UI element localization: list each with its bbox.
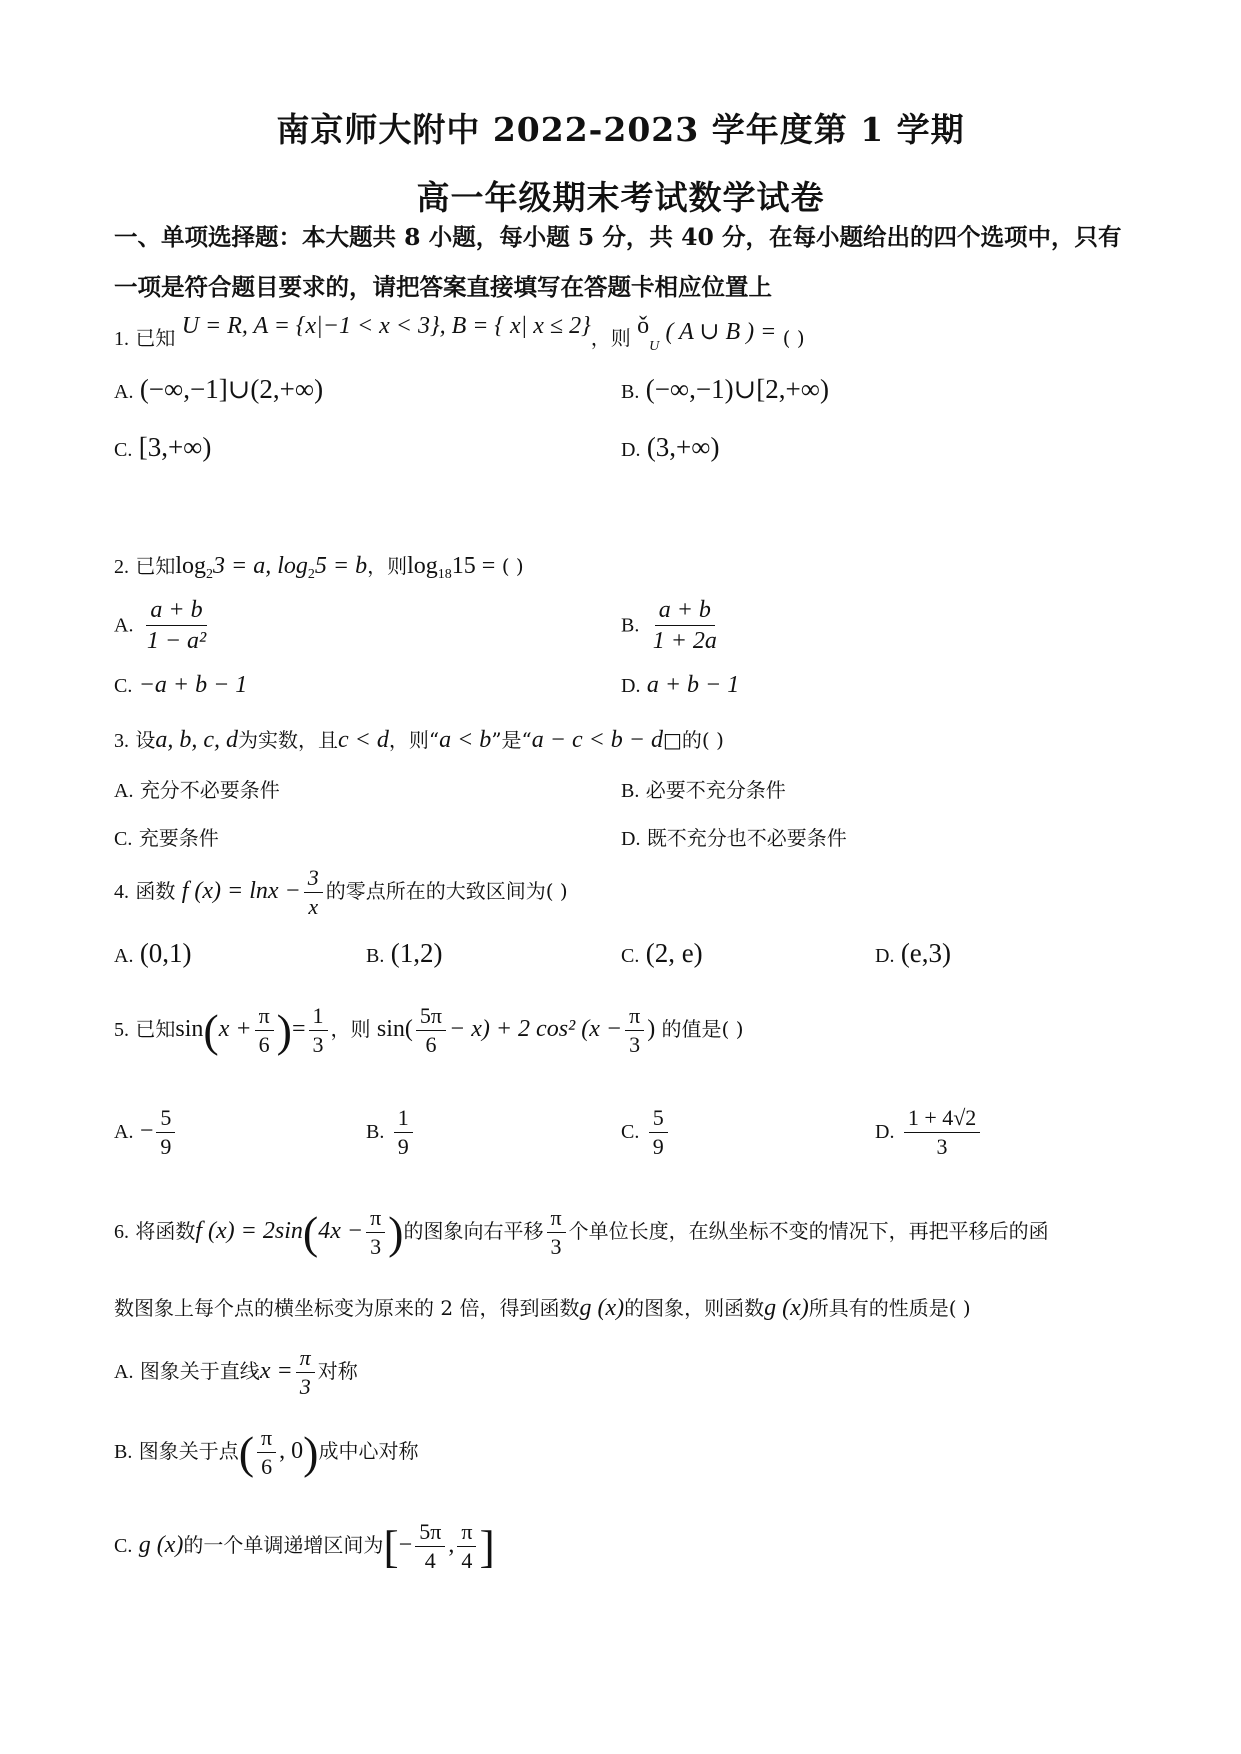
option-d	[621, 432, 720, 463]
fraction	[156, 1106, 175, 1159]
math-expression: ( A ∪ B ) =	[665, 319, 777, 345]
option-a	[114, 1346, 358, 1399]
fraction-numerator: 1 + 4√2	[904, 1106, 980, 1133]
question-number: 2.	[114, 556, 129, 578]
right-paren: )	[388, 1207, 404, 1259]
answer-paren: ( )	[501, 554, 524, 578]
question-text: □的( )	[663, 728, 724, 752]
right-paren: )	[276, 1005, 292, 1057]
math-expression: =	[292, 1016, 306, 1043]
fraction-denominator: 1 + 2a	[652, 628, 717, 655]
math-expression: g (x)	[138, 1532, 184, 1559]
option-text: 对称	[317, 1359, 358, 1384]
fraction-numerator: a + b	[655, 597, 715, 626]
option-label: C.	[114, 1535, 133, 1558]
question-number: 1.	[114, 328, 129, 350]
math-expression: g (x)	[764, 1295, 809, 1321]
fraction	[309, 1004, 328, 1057]
question-2	[114, 550, 524, 583]
question-number: 5.	[114, 1019, 129, 1042]
fraction-numerator: 5π	[415, 1520, 445, 1547]
math-expression: 5 = b	[314, 553, 368, 579]
fraction	[416, 1004, 446, 1057]
option-c	[621, 938, 703, 969]
fraction-denominator: 3	[370, 1234, 382, 1260]
fraction	[904, 1106, 980, 1159]
fraction	[625, 1004, 644, 1057]
option-c	[114, 822, 219, 851]
complement-symbol: ǒ	[637, 313, 650, 339]
fraction-denominator: 6	[425, 1032, 437, 1058]
option-label: D.	[621, 439, 641, 461]
option-label: D.	[621, 828, 641, 850]
option-b	[621, 774, 786, 803]
option-value: a + b − 1	[646, 672, 740, 698]
question-text: 已知	[135, 554, 176, 578]
fraction	[415, 1520, 445, 1573]
option-label: B.	[621, 780, 640, 802]
question-text: 已知	[135, 326, 176, 350]
math-expression: log	[407, 553, 438, 579]
fraction-numerator: π	[257, 1426, 276, 1453]
fraction-numerator: π	[457, 1520, 476, 1547]
math-subscript: U	[649, 339, 660, 354]
question-text: 为实数，且	[238, 728, 339, 752]
fraction	[649, 1106, 668, 1159]
question-number: 4.	[114, 881, 129, 904]
option-label: A.	[114, 381, 134, 403]
fraction-numerator: 1	[394, 1106, 413, 1133]
fraction	[649, 597, 721, 655]
question-text: 的图象，则函数	[624, 1296, 765, 1320]
fraction-denominator: 9	[652, 1134, 664, 1160]
option-value: (0,1)	[139, 938, 192, 968]
option-label: C.	[114, 439, 133, 461]
left-paren: (	[302, 1207, 319, 1259]
fraction-denominator: 3	[629, 1032, 641, 1058]
option-c	[114, 672, 247, 699]
option-c	[621, 1106, 671, 1159]
option-d	[875, 938, 951, 969]
option-a	[114, 597, 213, 655]
fraction-denominator: 1 − a²	[146, 628, 207, 655]
math-subscript: 2	[206, 567, 214, 582]
option-c	[114, 432, 211, 463]
fraction-denominator: 9	[160, 1134, 172, 1160]
math-subscript: 2	[307, 567, 315, 582]
question-text: ，则	[367, 554, 408, 578]
question-text: 函数	[135, 879, 176, 904]
math-expression: ,	[448, 1532, 455, 1559]
option-label: D.	[875, 1121, 895, 1144]
fraction	[547, 1206, 566, 1259]
fraction-denominator: 3	[550, 1234, 562, 1260]
question-4	[114, 866, 568, 919]
fraction-numerator: a + b	[146, 597, 206, 626]
math-expression: )	[647, 1016, 656, 1043]
option-label: D.	[621, 675, 641, 697]
option-d	[621, 822, 847, 851]
fraction-numerator: π	[625, 1004, 644, 1031]
option-label: A.	[114, 614, 134, 637]
option-label: B.	[621, 614, 640, 637]
fraction-denominator: 9	[397, 1134, 409, 1160]
fraction-numerator: 1	[309, 1004, 328, 1031]
option-label: A.	[114, 780, 134, 802]
question-number: 6.	[114, 1221, 129, 1244]
math-subscript: 18	[437, 567, 452, 582]
exam-title-name: 高一年级期末考试数学试卷	[416, 178, 825, 217]
option-a	[114, 938, 192, 969]
question-6-line2	[114, 1292, 971, 1322]
question-number: 3.	[114, 730, 129, 752]
option-text: 的一个单调递增区间为	[183, 1533, 384, 1558]
option-text: 图象关于点	[138, 1439, 239, 1464]
question-text: 个单位长度，在纵坐标不变的情况下，再把平移后的函	[568, 1219, 1049, 1244]
math-expression: g (x)	[579, 1295, 625, 1321]
fraction	[143, 597, 210, 655]
math-expression: c < d	[338, 727, 389, 753]
option-value: (1,2)	[390, 938, 443, 968]
option-b	[621, 597, 724, 655]
option-value: (e,3)	[900, 938, 952, 968]
option-label: C.	[621, 945, 640, 967]
question-text: ，则	[330, 1017, 371, 1042]
option-value: 充分不必要条件	[139, 778, 280, 802]
option-value: 充要条件	[138, 826, 219, 850]
math-expression: , 0	[279, 1438, 304, 1465]
section-heading-line1: 一、单项选择题：本大题共 8 小题，每小题 5 分，共 40 分，在每小题给出的四个选项中，只有	[114, 223, 1122, 251]
option-value: (−∞,−1)∪[2,+∞)	[645, 374, 829, 404]
question-6	[114, 1206, 1049, 1259]
math-expression: − x) + 2 cos² (x −	[449, 1016, 623, 1043]
question-text: 设	[135, 728, 156, 752]
option-b	[114, 1426, 418, 1479]
fraction	[394, 1106, 413, 1159]
fraction-denominator: 6	[258, 1032, 270, 1058]
math-expression: x =	[259, 1358, 293, 1385]
option-a	[114, 1106, 178, 1159]
fraction-denominator: 4	[461, 1548, 473, 1574]
minus-sign: −	[139, 1118, 154, 1145]
math-expression: 3 = a, log	[213, 553, 308, 579]
option-label: C.	[621, 1121, 640, 1144]
fraction-numerator: 3	[304, 866, 323, 893]
option-value: −a + b − 1	[138, 672, 248, 698]
option-value: [3,+∞)	[138, 432, 212, 462]
fraction-denominator: x	[308, 894, 319, 920]
option-d	[875, 1106, 983, 1159]
question-text: 的零点所在的大致区间为( )	[325, 879, 568, 904]
question-1	[114, 313, 805, 355]
left-paren: (	[203, 1005, 219, 1057]
option-label: A.	[114, 1121, 134, 1144]
right-bracket: ]	[479, 1521, 495, 1573]
option-text: 成中心对称	[318, 1439, 419, 1464]
fraction-numerator: 5	[156, 1106, 175, 1133]
math-expression: U = R, A = {x|−1 < x < 3}, B = { x| x ≤ 2}	[181, 313, 591, 339]
left-paren: (	[238, 1427, 255, 1479]
exam-title-school: 南京师大附中 2022-2023 学年度第 1 学期	[276, 110, 965, 149]
answer-paren: ( )	[782, 326, 805, 350]
fraction-numerator: 5π	[416, 1004, 446, 1031]
question-3	[114, 724, 724, 754]
option-label: C.	[114, 828, 133, 850]
option-b	[621, 374, 829, 405]
option-b	[366, 938, 442, 969]
option-value: (3,+∞)	[646, 432, 720, 462]
math-expression: 4x −	[318, 1218, 364, 1245]
option-label: C.	[114, 675, 133, 697]
fraction-numerator: π	[547, 1206, 566, 1233]
minus-sign: −	[398, 1532, 413, 1559]
option-label: A.	[114, 1361, 134, 1384]
option-c	[114, 1520, 495, 1573]
fraction-denominator: 3	[312, 1032, 324, 1058]
question-text: ，则“	[388, 728, 440, 752]
math-expression: sin(	[376, 1016, 413, 1043]
option-value: (2, e)	[645, 938, 703, 968]
option-label: D.	[875, 945, 895, 967]
right-paren: )	[303, 1427, 319, 1479]
math-expression: f (x) = 2sin	[195, 1218, 303, 1245]
question-5	[114, 1004, 744, 1057]
option-value: 既不充分也不必要条件	[646, 826, 847, 850]
option-b	[366, 1106, 416, 1159]
fraction-denominator: 6	[261, 1454, 273, 1480]
fraction-denominator: 3	[299, 1374, 311, 1400]
math-expression: sin	[175, 1016, 204, 1043]
option-label: B.	[366, 1121, 385, 1144]
fraction-denominator: 4	[424, 1548, 436, 1574]
math-expression: log	[175, 553, 207, 579]
option-text: 图象关于直线	[139, 1359, 260, 1384]
math-expression: x +	[218, 1016, 252, 1043]
option-a	[114, 374, 323, 405]
option-label: B.	[366, 945, 385, 967]
fraction-numerator: 5	[649, 1106, 668, 1133]
option-d	[621, 672, 739, 699]
option-label: B.	[621, 381, 640, 403]
option-value: (−∞,−1]∪(2,+∞)	[139, 374, 324, 404]
question-text: 已知	[135, 1017, 176, 1042]
left-bracket: [	[383, 1521, 399, 1573]
fraction-numerator: π	[296, 1346, 315, 1373]
math-expression: f (x) = lnx −	[181, 878, 301, 905]
question-text: ”是“	[491, 728, 532, 752]
fraction-numerator: π	[366, 1206, 385, 1233]
option-label: A.	[114, 945, 134, 967]
math-expression: a − c < b − d	[531, 727, 664, 753]
fraction	[296, 1346, 315, 1399]
math-expression: 15 =	[451, 553, 496, 579]
math-expression: a < b	[439, 727, 492, 753]
option-label: B.	[114, 1441, 133, 1464]
question-text: 数图象上每个点的横坐标变为原来的 2 倍，得到函数	[114, 1296, 580, 1320]
fraction	[457, 1520, 476, 1573]
fraction	[255, 1004, 274, 1057]
fraction-numerator: π	[255, 1004, 274, 1031]
fraction	[366, 1206, 385, 1259]
question-text: 的值是( )	[661, 1017, 744, 1042]
option-a	[114, 774, 280, 803]
section-heading-line2: 一项是符合题目要求的，请把答案直接填写在答题卡相应位置上	[114, 273, 772, 301]
math-expression: a, b, c, d	[155, 727, 239, 753]
question-text: 所具有的性质是( )	[808, 1296, 971, 1320]
fraction	[257, 1426, 276, 1479]
option-value: 必要不充分条件	[645, 778, 786, 802]
question-text: 将函数	[135, 1219, 196, 1244]
fraction	[304, 866, 323, 919]
fraction-denominator: 3	[936, 1134, 948, 1160]
question-text: 的图象向右平移	[403, 1219, 544, 1244]
question-text: ，则	[590, 326, 631, 350]
